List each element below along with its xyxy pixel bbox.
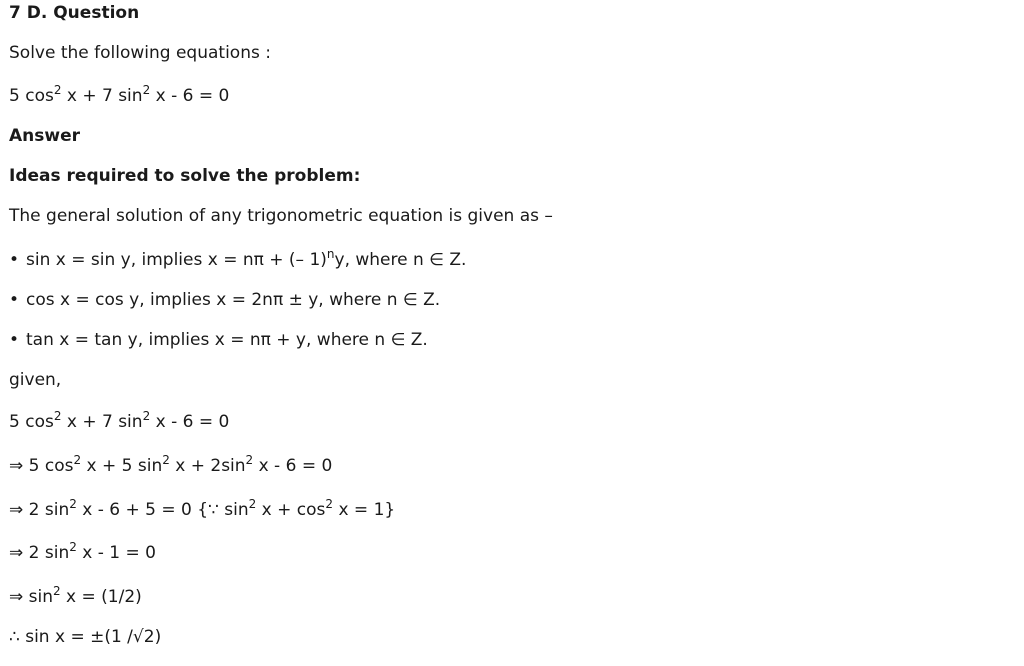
ideas-label: Ideas required to solve the problem: bbox=[9, 166, 361, 186]
rule-cosine: • cos x = cos y, implies x = 2nπ ± y, where n ∈ Z. bbox=[9, 290, 441, 310]
bullet-icon: • bbox=[9, 250, 20, 270]
rule-tangent: • tan x = tan y, implies x = nπ + y, where n ∈ Z. bbox=[9, 330, 428, 350]
step-1: 5 $\cos^2 x + 7$ $\sin^2 x - 6 = 0$ bbox=[9, 409, 230, 432]
given-label: given, bbox=[9, 370, 62, 390]
general-solution-intro: The general solution of any trigonometric equation is given as – bbox=[9, 206, 553, 226]
step-6: ∴ sin x = ±(1 /√2) bbox=[9, 627, 162, 647]
bullet-icon: • bbox=[9, 330, 20, 350]
question-heading: 7 D. Question bbox=[9, 3, 140, 23]
step-2: ⇒ 5 $\cos^2 x + 5$ $\sin^2 x + 2\sin^2$ x - 6 = 0 bbox=[9, 453, 333, 476]
answer-label: Answer bbox=[9, 126, 80, 146]
question-prompt: Solve the following equations : bbox=[9, 43, 271, 63]
step-3: ⇒ 2 $\sin^2 x - 6 + 5 = 0$ {∵ $\sin^2 x + \cos^2 x = 1$} bbox=[9, 497, 396, 520]
step-4: ⇒ 2 $\sin^2 x - 1 = 0$ bbox=[9, 540, 156, 563]
rule-sine: • sin x = sin y, implies x = nπ + (– 1)$^n$y, where n ∈ Z. bbox=[9, 247, 467, 270]
step-5: ⇒ $\sin^2 x = (1/2)$ bbox=[9, 584, 142, 607]
bullet-icon: • bbox=[9, 290, 20, 310]
question-equation: 5 $\cos^2 x + 7$ $\sin^2 x - 6 = 0$ bbox=[9, 83, 230, 106]
